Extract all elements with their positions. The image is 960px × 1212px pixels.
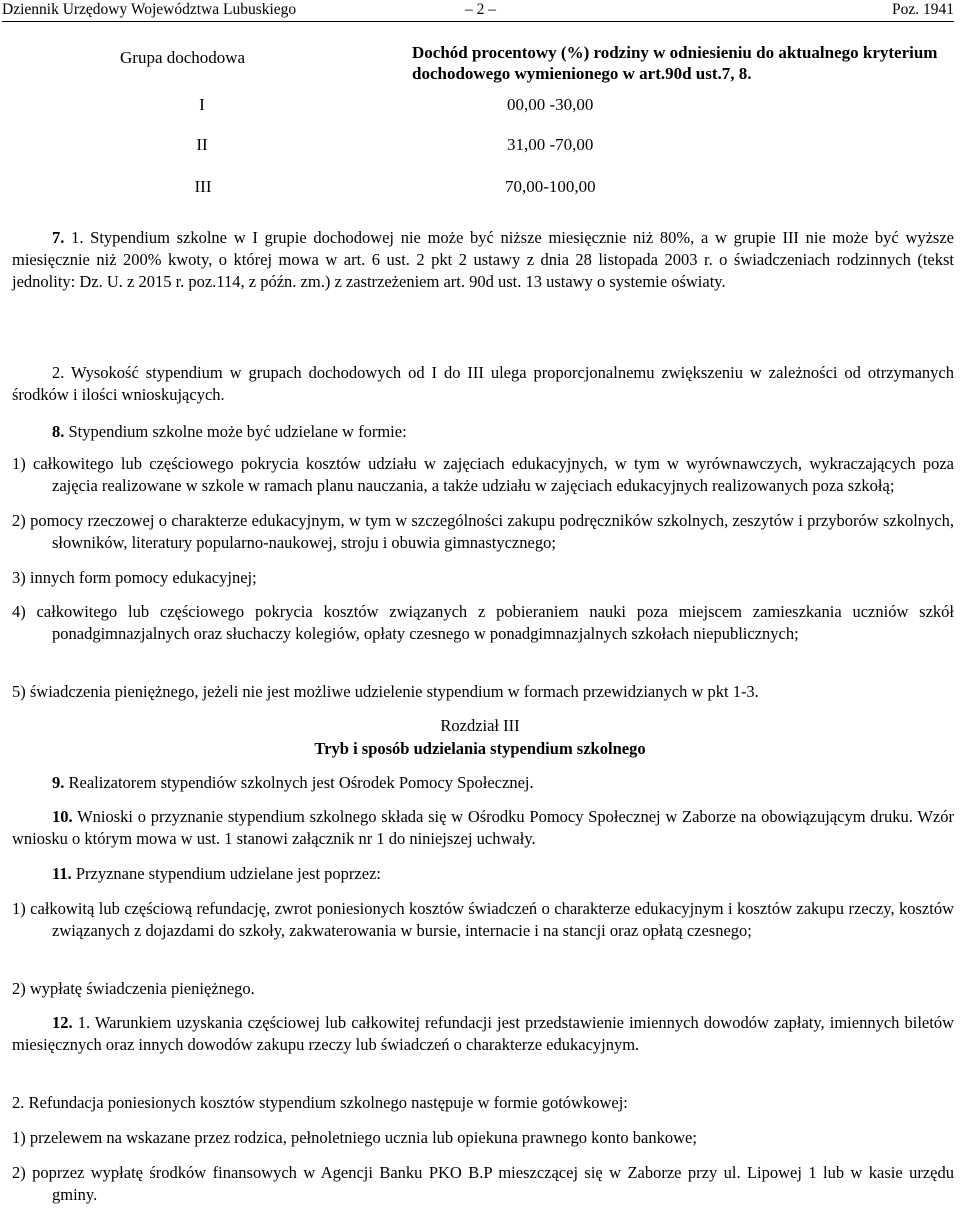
section-text: Przyznane stypendium udzielane jest poprzez: bbox=[75, 864, 381, 883]
position-number: Poz. 1941 bbox=[892, 1, 954, 18]
section-number: 11. bbox=[52, 864, 72, 883]
list-item: 5) świadczenia pieniężnego, jeżeli nie jest możliwe udzielenie stypendium w formach przewidzianych w pkt 1-3. bbox=[12, 682, 759, 701]
list-item: 2) wypłatę świadczenia pieniężnego. bbox=[12, 979, 255, 998]
section-text: Stypendium szkolne może być udzielane w formie: bbox=[68, 422, 407, 441]
journal-title: Dziennik Urzędowy Województwa Lubuskiego bbox=[2, 1, 297, 18]
table-row-group: III bbox=[194, 177, 212, 196]
section-text: 1. Warunkiem uzyskania częściowej lub całkowitej refundacji jest przedstawienie imiennych dowodów zapłaty, imiennych biletów miesięcznych oraz innych dowodów zakupu rzeczy lub świadczeń o charakterze edukacyjnym. bbox=[12, 1013, 954, 1054]
page-header bbox=[2, 0, 954, 22]
section-7-par-1 bbox=[12, 227, 954, 293]
section-10 bbox=[12, 806, 954, 850]
table-row-group: II bbox=[196, 135, 208, 154]
list-item: 1) całkowitego lub częściowego pokrycia kosztów udziału w zajęciach edukacyjnych, w tym w wyrównawczych, wykraczających poza zajęcia realizowane w szkole w ramach planu nauczania, a także udziału w zajęciach edukacyjnych realizowanych poza szkołą; bbox=[12, 454, 954, 495]
section-number: 9. bbox=[52, 773, 65, 792]
table-header-income: Dochód procentowy (%) rodziny w odniesieniu do aktualnego kryterium dochodowego wymienionego w art.90d ust.7, 8. bbox=[412, 43, 938, 83]
section-9 bbox=[12, 772, 954, 794]
section-number: 12. bbox=[52, 1013, 73, 1032]
section-12-par-1 bbox=[12, 1012, 954, 1056]
section-11-intro bbox=[12, 863, 954, 885]
section-number: 8. bbox=[52, 422, 65, 441]
table-row-group: I bbox=[199, 95, 205, 114]
section-12-par-2: 2. Refundacja poniesionych kosztów stypendium szkolnego następuje w formie gotówkowej: bbox=[12, 1093, 628, 1112]
section-number: 10. bbox=[52, 807, 73, 826]
table-header-group: Grupa dochodowa bbox=[120, 48, 246, 67]
section-8-intro bbox=[12, 421, 954, 443]
list-item: 3) innych form pomocy edukacyjnej; bbox=[12, 568, 257, 587]
chapter-title: Tryb i sposób udzielania stypendium szkolnego bbox=[314, 739, 646, 758]
section-text: 1. Stypendium szkolne w I grupie dochodowej nie może być niższe miesięcznie niż 80%, a w grupie III nie może być wyższe miesięcznie niż 200% kwoty, o której mowa w art. 6 ust. 2 pkt 2 ustawy z dnia 28 listopada 2003 r. o świadczeniach rodzinnych (tekst jednolity: Dz. U. z 2015 r. poz.114, z późn. zm.) z zastrzeżeniem art. 90d ust. 13 ustawy o systemie oświaty. bbox=[12, 228, 954, 291]
table-row-range: 70,00-100,00 bbox=[505, 177, 596, 196]
chapter-label: Rozdział III bbox=[440, 716, 520, 735]
list-item: 4) całkowitego lub częściowego pokrycia kosztów związanych z pobieraniem nauki poza miejscem zamieszkania uczniów szkół ponadgimnazjalnych oraz słuchaczy kolegiów, opłaty czesnego w ponadgimnazjalnych szkołach niepublicznych; bbox=[12, 602, 954, 643]
page-number: – 2 – bbox=[465, 1, 496, 18]
list-item: 2) poprzez wypłatę środków finansowych w Agencji Banku PKO B.P mieszczącej się w Zaborze przy ul. Lipowej 1 lub w kasie urzędu gminy. bbox=[12, 1163, 954, 1204]
list-item: 1) przelewem na wskazane przez rodzica, pełnoletniego ucznia lub opiekuna prawnego konto bankowe; bbox=[12, 1128, 697, 1147]
list-item: 1) całkowitą lub częściową refundację, zwrot poniesionych kosztów świadczeń o charakterze edukacyjnym i kosztów zakupu rzeczy, kosztów związanych z dojazdami do szkoły, zakwaterowania w bursie, internacie i na stancji oraz opłatą czesnego; bbox=[12, 899, 954, 940]
section-7-par-2: 2. Wysokość stypendium w grupach dochodowych od I do III ulega proporcjonalnemu zwiększeniu w zależności od otrzymanych środków i ilości wnioskujących. bbox=[12, 363, 954, 404]
section-text: Realizatorem stypendiów szkolnych jest Ośrodek Pomocy Społecznej. bbox=[68, 773, 534, 792]
list-item: 2) pomocy rzeczowej o charakterze edukacyjnym, w tym w szczególności zakupu podręczników szkolnych, zeszytów i przyborów szkolnych, słowników, literatury popularno-naukowej, stroju i obuwia gimnastycznego; bbox=[12, 511, 954, 552]
section-text: Wnioski o przyznanie stypendium szkolnego składa się w Ośrodku Pomocy Społecznej w Zaborze na obowiązującym druku. Wzór wniosku o którym mowa w ust. 1 stanowi załącznik nr 1 do niniejszej uchwały. bbox=[12, 807, 954, 848]
section-number: 7. bbox=[52, 228, 65, 247]
table-row-range: 00,00 -30,00 bbox=[507, 95, 594, 114]
table-row-range: 31,00 -70,00 bbox=[507, 135, 594, 154]
